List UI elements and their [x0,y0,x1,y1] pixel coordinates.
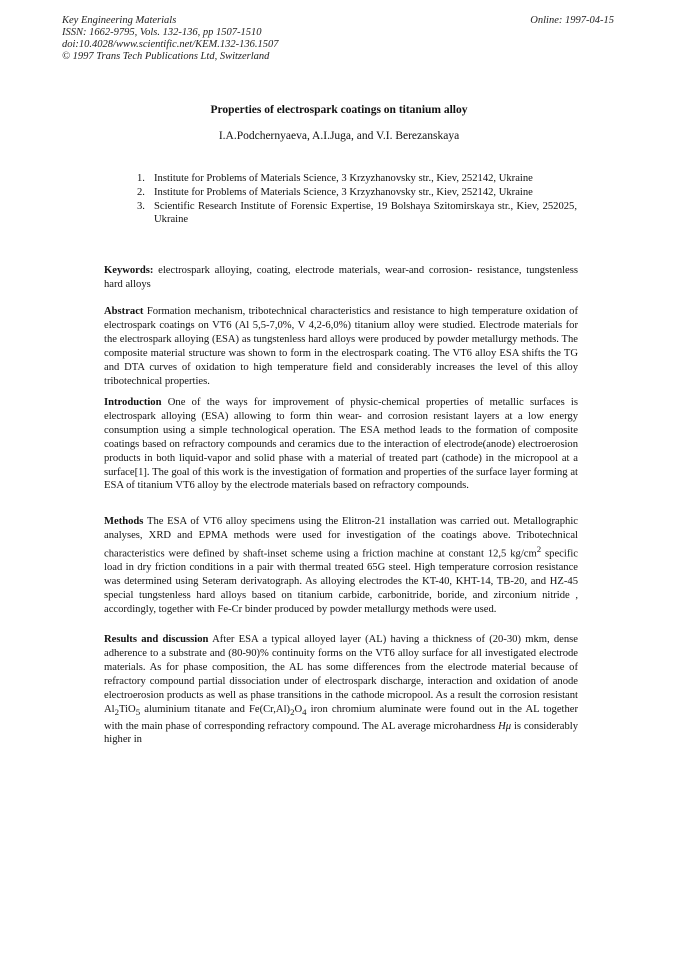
abstract-paragraph [104,305,578,388]
results-text: After ESA a typical alloyed layer (AL) having a thickness of (20-30) mkm, dense adherence to a substrate and (80-90)% continuity forms on the VT6 alloy surface for all investigated electrode materials. As for phase composition, the AL has some differences from the electrode material because of refractory compound partial dissociation under of electrospark discharge, interaction and oxidation of anode electroerosion products as well as phase transitions in the cathode micropool. As a result the corrosion resistant Al [104,634,578,715]
results-text: iron chromium aluminate were found out in the AL together with the main phase of corresponding refractory compound. The AL average microhardness [104,703,579,732]
online-date: Online: 1997-04-15 [530,15,614,26]
copyright-line: © 1997 Trans Tech Publications Ltd, Switzerland [62,51,270,62]
introduction-paragraph [104,396,578,493]
paper-authors: I.A.Podchernyaeva, A.I.Juga, and V.I. Berezanskaya [218,130,460,142]
introduction-text: One of the ways for improvement of physic-chemical properties of metallic surfaces is electrospark alloying (ESA) allowing to form thin wear- and corrosion resistant layers at a low energy consumption using a simple technological operation. The ESA method leads to the formation of composite coatings based on refractory compounds and ceramics due to the interaction of electrode(anode) electroerosion products in both liquid-vapor and solid phase with a material of treated part (cathode) in the micropool at a surface[1]. The goal of this work is the investigation of formation and properties of the surface layer forming at ESA of titanium VT6 alloy by the electrode materials based on refractory compounds. [104,397,578,492]
subscript: 5 [135,706,141,717]
doi-line: doi:10.4028/www.scientific.net/KEM.132-136.1507 [62,39,279,50]
journal-header [62,15,279,63]
abstract-label: Abstract [104,306,144,317]
results-text: TiO [119,703,136,715]
introduction-label: Introduction [104,397,162,408]
affiliation-item [137,200,577,226]
keywords-paragraph [104,264,578,292]
methods-text-cont: specific load in dry friction conditions in a pair with thermal treated 65G steel. High temperature corrosion resistance was determined using Seteram derivatograph. As alloying electrodes the KT-40, KHT-14, TB-20, and HZ-45 special tungstenless hard alloys based on titanium carbide, carbonitride, boride, and zirconium nitride , accordingly, together with Fe-Cr binder produced by powder metallurgy methods were used. [104,548,578,615]
results-text: is considerably higher in [104,720,578,746]
results-label: Results and discussion [104,634,209,645]
journal-name: Key Engineering Materials [62,15,177,26]
subscript: 4 [302,706,307,717]
results-text: aluminium titanate and Fe(Cr,Al) [140,703,291,715]
results-paragraph [104,633,578,747]
affiliation-item [137,172,577,185]
methods-text: The ESA of VT6 alloy specimens using the Elitron-21 installation was carried out. Metallographic analyses, XRD and EPMA methods were used for investigation of the coatings above. Tribotechnical characteristics were defined by shaft-inset scheme using a friction machine at constant 12,5 kg/cm [104,516,578,560]
subscript: 2 [290,706,295,717]
keywords-text: electrospark alloying, coating, electrode materials, wear-and corrosion- resistance, tungstenless hard alloys [104,265,579,290]
abstract-text: Formation mechanism, tribotechnical characteristics and resistance to high temperature oxidation of electrospark coatings on VT6 (Al 5,5-7,0%, V 4,2-6,0%) titanium alloy were studied. Electrode materials for the electrospark alloying (ESA) as tungstenless hard alloys were produced by powder metallurgy methods. The composite material structure was shown to form in the electrospark coating. The VT6 alloy ESA shifts the TG and DTA curves of oxidation to high temperature field and considerably increases the level of this alloy tribotechnical properties. [104,306,578,387]
methods-paragraph [104,515,578,617]
affiliation-list [137,172,577,227]
paper-title: Properties of electrospark coatings on titanium alloy [210,104,468,116]
affiliation-number: 3. [137,201,145,212]
affiliation-number: 1. [137,173,145,184]
affiliation-number: 2. [137,187,145,198]
affiliation-text: Institute for Problems of Materials Science, 3 Krzyzhanovsky str., Kiev, 252142, Ukraine [154,187,533,198]
affiliation-text: Institute for Problems of Materials Science, 3 Krzyzhanovsky str., Kiev, 252142, Ukraine [154,173,533,184]
results-text: O [294,703,303,715]
issn-line: ISSN: 1662-9795, Vols. 132-136, pp 1507-1510 [62,27,262,38]
affiliation-item [137,186,577,199]
methods-label: Methods [104,516,144,527]
microhardness-symbol: Hμ [498,720,512,732]
keywords-label: Keywords: [104,265,154,276]
subscript: 2 [114,706,120,717]
affiliation-text: Scientific Research Institute of Forensic Expertise, 19 Bolshaya Szitomirskaya str., Kiev, 252025, Ukraine [154,201,577,225]
superscript: 2 [536,543,542,554]
